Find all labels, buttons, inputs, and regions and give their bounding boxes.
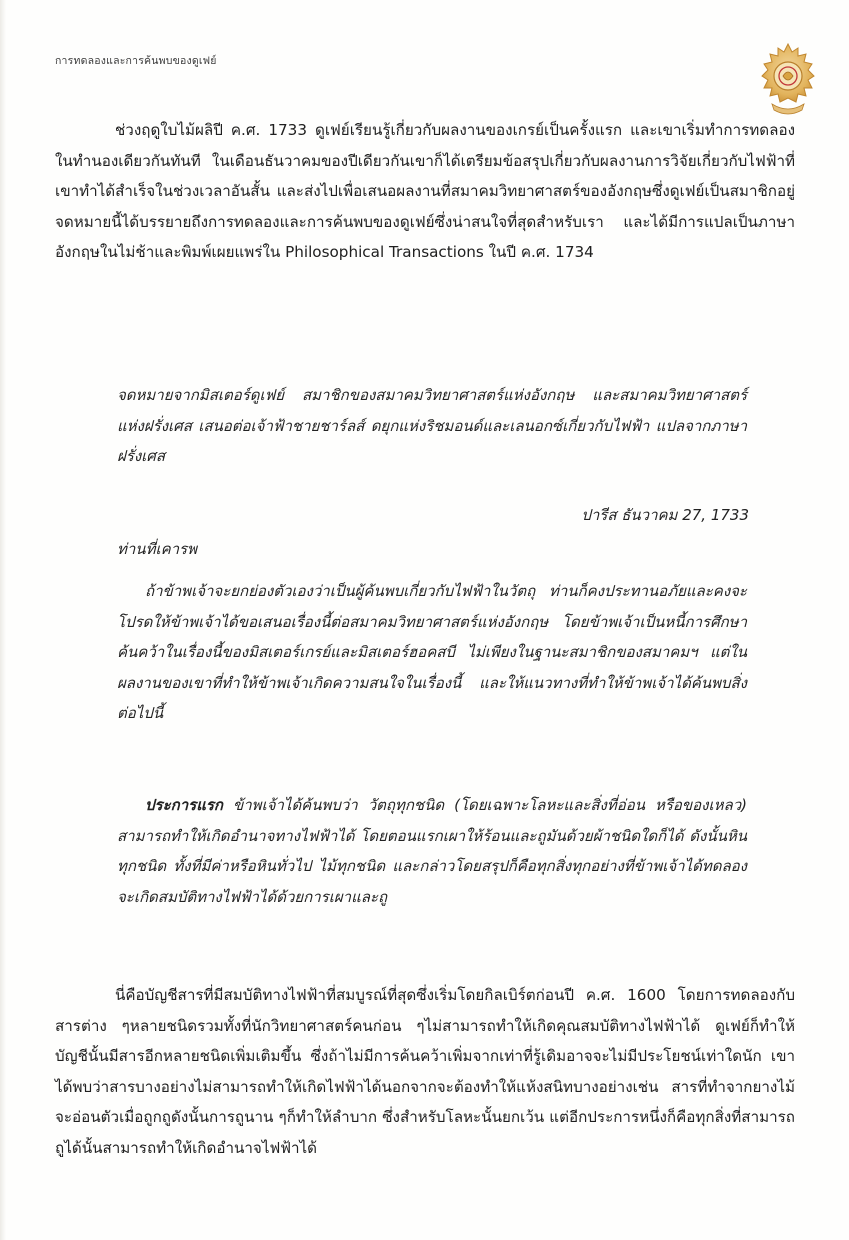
running-header: การทดลองและการค้นพบของดูเฟย์: [55, 55, 217, 67]
letter-body-paragraph: ถ้าข้าพเจ้าจะยกย่องตัวเองว่าเป็นผู้ค้นพบเกี่ยวกับไฟฟ้าในวัตถุ ท่านก็คงประทานอภัยและคงจะโปรดให้ข้าพเจ้าได้ขอเสนอเรื่องนี้ต่อสมาคมวิทยาศาสตร์แห่งอังกฤษ โดยข้าพเจ้าเป็นหนี้การศึกษาค้นคว้าในเรื่องนี้ของมิสเตอร์เกรย์และมิสเตอร์ฮอคสบี ไม่เพียงในฐานะสมาชิกของสมาคมฯ แต่ในผลงานของเขาที่ทำให้ข้าพเจ้าเกิดความสนใจในเรื่องนี้ และให้แนวทางที่ทำให้ข้าพเจ้าได้ค้นพบสิ่งต่อไปนี้: [117, 582, 747, 722]
letter-dateline: ปารีส ธันวาคม 27, 1733: [581, 506, 749, 524]
intro-paragraph: ช่วงฤดูใบไม้ผลิปี ค.ศ. 1733 ดูเฟย์เรียนรู้เกี่ยวกับผลงานของเกรย์เป็นครั้งแรก และเขาเริ่มทำการทดลองในทำนองเดียวกันทันที ในเดือนธันวาคมของปีเดียวกันเขาก็ได้เตรียมข้อสรุปเกี่ยวกับผลงานการวิจัยเกี่ยวกับไฟฟ้าที่เขาทำได้สำเร็จในช่วงเวลาอันสั้น และส่งไปเพื่อเสนอผลงานที่สมาคมวิทยาศาสตร์ของอังกฤษซึ่งดูเฟย์เป็นสมาชิกอยู่ จดหมายนี้ได้บรรยายถึงการทดลองและการค้นพบของดูเฟย์ซึ่งน่าสนใจที่สุดสำหรับเรา และได้มีการแปลเป็นภาษาอังกฤษในไม่ช้าและพิมพ์เผยแพร่ใน Philosophical Transactions ในปี ค.ศ. 1734: [55, 121, 795, 261]
first-point-lead: ประการแรก: [145, 796, 224, 814]
first-point-text: ข้าพเจ้าได้ค้นพบว่า วัตถุทุกชนิด (โดยเฉพาะโลหะและสิ่งที่อ่อน หรือของเหลว) สามารถทำให้เกิดอำนาจทางไฟฟ้าได้ โดยตอนแรกเผาให้ร้อนและถูมันด้วยผ้าชนิดใดก็ได้ ดังนั้นหินทุกชนิด ทั้งที่มีค่าหรือหินทั่วไป ไม้ทุกชนิด และกล่าวโดยสรุปก็คือทุกสิ่งทุกอย่างที่ข้าพเจ้าได้ทดลองจะเกิดสมบัติทางไฟฟ้าได้ด้วยการเผาและถู: [117, 796, 747, 906]
closing-paragraph: นี่คือบัญชีสารที่มีสมบัติทางไฟฟ้าที่สมบูรณ์ที่สุดซึ่งเริ่มโดยกิลเบิร์ตก่อนปี ค.ศ. 1600 โดยการทดลองกับสารต่าง ๆหลายชนิดรวมทั้งที่นักวิทยาศาสตร์คนก่อน ๆไม่สามารถทำให้เกิดคุณสมบัติทางไฟฟ้าได้ ดูเฟย์ก็ทำให้บัญชีนั้นมีสารอีกหลายชนิดเพิ่มเติมขึ้น ซึ่งถ้าไม่มีการค้นคว้าเพิ่มจากเท่าที่รู้เดิมอาจจะไม่มีประโยชน์เท่าใดนัก เขาได้พบว่าสารบางอย่างไม่สามารถทำให้เกิดไฟฟ้าได้นอกจากจะต้องทำให้แห้งสนิทบางอย่างเช่น สารที่ทำจากยางไม้จะอ่อนตัวเมื่อถูกถูดังนั้นการถูนาน ๆก็ทำให้ลำบาก ซึ่งสำหรับโลหะนั้นยกเว้น แต่อีกประการหนึ่งก็คือทุกสิ่งที่สามารถถูได้นั้นสามารถทำให้เกิดอำนาจไฟฟ้าได้: [55, 986, 795, 1157]
school-emblem-icon: [752, 40, 824, 116]
scan-shadow-edge: [0, 0, 6, 1240]
letter-salutation: ท่านที่เคารพ: [117, 540, 197, 558]
letter-first-point-paragraph: [117, 790, 747, 912]
quoted-letter-caption: จดหมายจากมิสเตอร์ดูเฟย์ สมาชิกของสมาคมวิทยาศาสตร์แห่งอังกฤษ และสมาคมวิทยาศาสตร์แห่งฝรั่งเศส เสนอต่อเจ้าฟ้าชายชาร์ลส์ ดยุกแห่งริชมอนด์และเลนอกซ์เกี่ยวกับไฟฟ้า แปลจากภาษาฝรั่งเศส: [117, 386, 747, 465]
